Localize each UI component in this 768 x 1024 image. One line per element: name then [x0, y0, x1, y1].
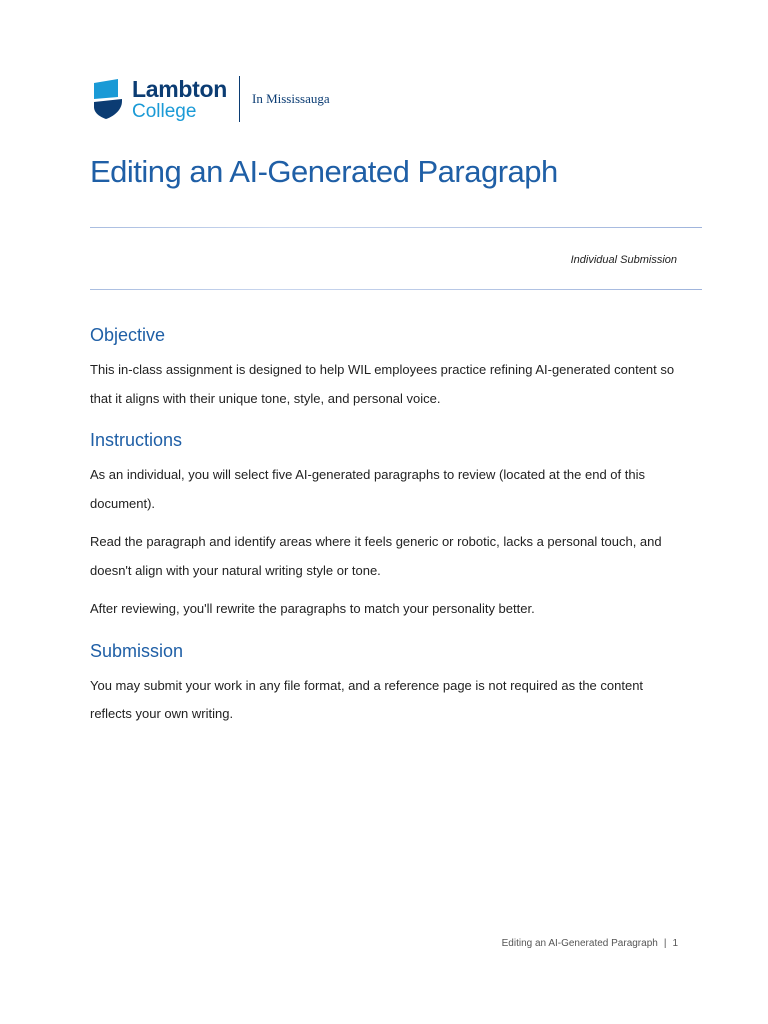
- section-paragraph: Read the paragraph and identify areas where it feels generic or robotic, lacks a personal touch, and doesn't align with your natural writing style or tone.: [90, 534, 662, 578]
- logo-name-line2: College: [132, 100, 197, 122]
- section-heading: Instructions: [90, 430, 183, 450]
- logo-name-line1: Lambton: [132, 75, 227, 102]
- footer-title: Editing an AI-Generated Paragraph: [501, 938, 658, 949]
- section-paragraph: As an individual, you will select five AI-generated paragraphs to review (located at the end of this document).: [90, 467, 645, 511]
- page-footer: [502, 938, 678, 949]
- logo-wordmark: [132, 75, 227, 122]
- section-heading: Objective: [90, 325, 166, 345]
- section-paragraph: You may submit your work in any file format, and a reference page is not required as the content reflects your own writing.: [90, 677, 644, 721]
- page-number: 1: [672, 938, 678, 949]
- college-logo: [92, 76, 330, 122]
- footer-separator: |: [663, 938, 667, 949]
- submission-type: Individual Submission: [570, 254, 677, 266]
- header-rule-bottom: [90, 289, 702, 290]
- section-submission: [90, 638, 680, 729]
- logo-divider: [239, 76, 240, 122]
- lambton-shield-icon: [92, 77, 124, 121]
- section-objective: [90, 322, 680, 413]
- header-rule-top: [90, 227, 702, 228]
- section-paragraph: After reviewing, you'll rewrite the paragraphs to match your personality better.: [90, 601, 535, 616]
- document-body: [90, 322, 680, 743]
- logo-campus: In Mississauga: [252, 91, 330, 106]
- section-instructions: [90, 427, 680, 624]
- section-paragraph: This in-class assignment is designed to help WIL employees practice refining AI-generated content so that it aligns with their unique tone, style, and personal voice.: [90, 362, 675, 406]
- section-heading: Submission: [90, 640, 184, 661]
- document-title: Editing an AI-Generated Paragraph: [90, 154, 558, 189]
